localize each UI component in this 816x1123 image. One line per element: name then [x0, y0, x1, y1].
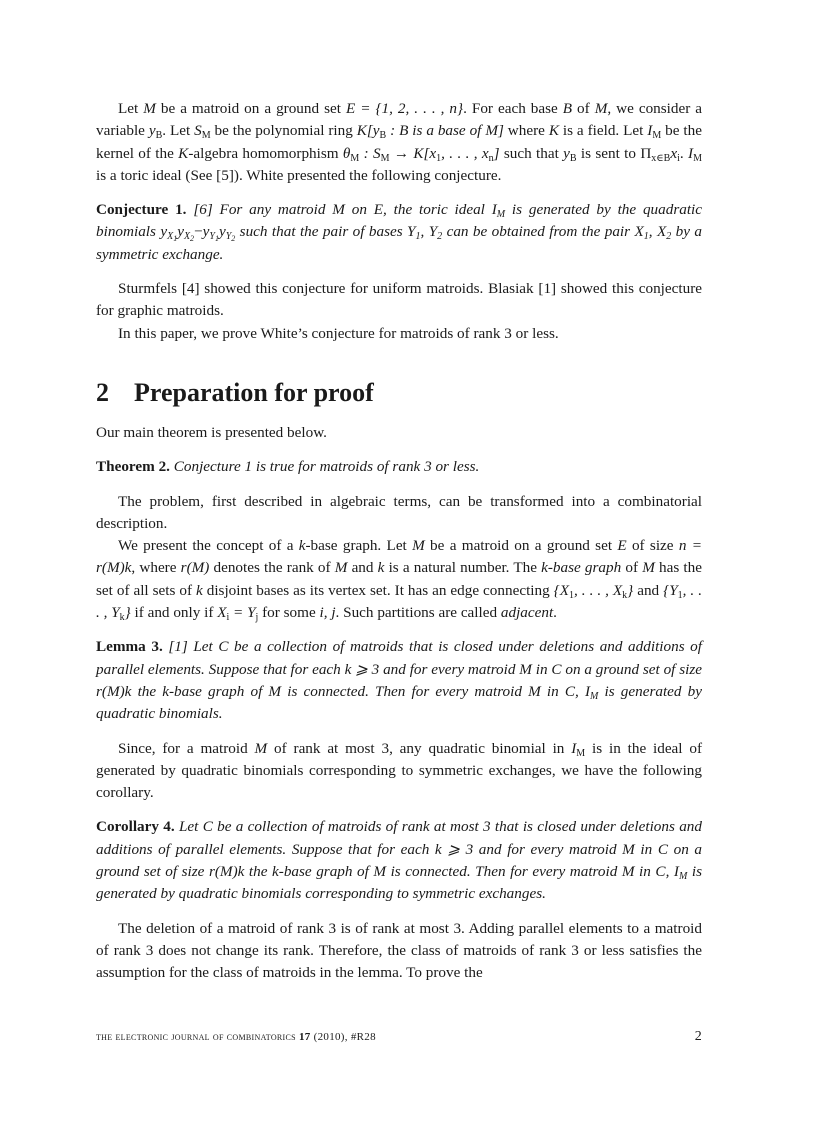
- math-sub: 1: [436, 152, 442, 164]
- text: denotes the rank of: [209, 559, 335, 577]
- math: r(M): [180, 559, 210, 577]
- math: M: [254, 739, 268, 757]
- text: , we consider a variable: [96, 100, 703, 140]
- text: on a ground set of size r(M)k the k-base graph of M is connected. Then for every matroid M in: [96, 660, 703, 700]
- math: Π: [640, 144, 652, 162]
- text: be a matroid on a ground set: [155, 100, 346, 117]
- journal-issue: (2010), #R28: [310, 1031, 376, 1043]
- math-sub: 1: [415, 231, 421, 243]
- math: C: [218, 638, 229, 656]
- text: is a field. Let: [558, 122, 648, 140]
- math: : S: [359, 144, 381, 162]
- text: such that: [499, 144, 564, 162]
- math: = Y: [229, 604, 256, 622]
- math-sub: k: [119, 612, 125, 624]
- math: M: [334, 559, 348, 577]
- text: and: [633, 581, 664, 599]
- math: , . . . , X: [574, 581, 623, 599]
- math: −: [194, 223, 203, 241]
- math-sub: M: [380, 152, 390, 164]
- math-subsub: 1: [173, 234, 178, 244]
- math-sub: M: [652, 130, 662, 142]
- math-sub: 2: [437, 231, 443, 243]
- text: Since, for a matroid: [118, 739, 255, 757]
- math-sub: 1: [643, 231, 649, 243]
- math-sub: 1: [569, 589, 575, 601]
- text: For any matroid M on E, the toric ideal I: [212, 201, 497, 219]
- math-sub: j: [255, 612, 259, 624]
- math: E = {1, 2, . . . , n}: [345, 100, 464, 117]
- math-sub: X: [183, 231, 191, 243]
- text: disjoint bases as its vertex set. It has an edge connecting: [202, 581, 554, 599]
- term: k-base graph: [541, 559, 622, 577]
- math: k: [377, 559, 385, 577]
- math-sub: B: [379, 130, 387, 142]
- math: k: [298, 537, 306, 555]
- math: S: [194, 122, 202, 140]
- math: X: [217, 604, 227, 622]
- paper-page: [96, 98, 702, 985]
- math: M: [412, 537, 425, 555]
- text: where: [503, 122, 549, 140]
- math: I: [571, 739, 577, 757]
- text: . For each base: [463, 100, 563, 117]
- problem-paragraph: The problem, first described in algebraic terms, can be transformed into a combinatorial description.: [96, 492, 702, 532]
- text: [1] Let: [168, 638, 219, 656]
- text: is a toric ideal (See [5]). White presented the following conjecture.: [96, 166, 502, 184]
- math: i, j: [319, 604, 336, 622]
- math-sub: k: [622, 589, 628, 601]
- text: for some: [258, 604, 320, 622]
- math-sub: X: [167, 231, 174, 243]
- math: {X: [553, 581, 570, 599]
- math-sub: M: [201, 130, 211, 142]
- math: I: [647, 122, 653, 140]
- since-paragraph: [96, 738, 702, 805]
- math-sub: 2: [666, 231, 672, 243]
- math-sub: M: [576, 747, 586, 759]
- math: θ: [342, 144, 351, 162]
- text: is in the ideal of generated by quadratic binomials corresponding to symmetric exchanges, we have the following corollary.: [96, 739, 702, 802]
- math: K: [548, 122, 559, 140]
- math-sub: n: [488, 152, 494, 164]
- text: can be obtained from the pair X: [442, 223, 644, 241]
- math: → K[x: [389, 144, 437, 162]
- section-heading: [96, 378, 702, 408]
- text: .: [679, 144, 689, 162]
- math: C: [202, 818, 213, 836]
- math-sub: i: [677, 152, 680, 164]
- lemma-heading: Lemma 3.: [96, 638, 163, 656]
- math: C: [657, 840, 668, 858]
- math-sub: B: [155, 130, 163, 142]
- math: n = r(M)k: [96, 537, 703, 577]
- text: if and only if: [130, 604, 218, 622]
- term: adjacent: [500, 604, 554, 622]
- text: , X: [648, 223, 667, 241]
- text: , I: [575, 682, 591, 700]
- math: }: [124, 604, 131, 622]
- text: of: [621, 559, 643, 577]
- math-subsub: 2: [231, 234, 236, 244]
- math-sub: Y: [209, 231, 215, 243]
- math-sub: M: [693, 152, 702, 164]
- theorem-heading: Theorem 2.: [96, 458, 170, 476]
- math-sub: M: [350, 152, 360, 164]
- text: of rank at most 3, any quadratic binomial in: [267, 739, 572, 757]
- text: is generated by quadratic binomials corresponding to symmetric exchanges.: [96, 863, 702, 903]
- conjecture-heading: Conjecture 1.: [96, 201, 187, 219]
- text: -algebra homomorphism: [188, 144, 343, 162]
- corollary-heading: Corollary 4.: [96, 818, 175, 836]
- math: I: [688, 144, 694, 162]
- text: We present the concept of a: [118, 537, 299, 555]
- text: is generated by quadratic binomials.: [96, 682, 702, 723]
- text: by a symmetric exchange.: [96, 223, 703, 263]
- math-sub: i: [226, 612, 230, 624]
- math: y: [563, 144, 570, 162]
- text: is a natural number. The: [384, 559, 542, 577]
- journal-volume: 17: [298, 1031, 311, 1043]
- math: ]: [493, 144, 500, 162]
- math: y: [148, 122, 156, 140]
- section-title: Preparation for proof: [134, 377, 374, 407]
- lemma-3: [96, 636, 702, 725]
- math: K[y: [356, 122, 380, 140]
- math: , . . . , x: [441, 144, 489, 162]
- math: y: [218, 223, 226, 241]
- sturmfels-paragraph: Sturmfels [4] showed this conjecture for uniform matroids. Blasiak [1] showed this conjecture for graphic matroids.: [96, 280, 702, 320]
- text: .: [553, 604, 557, 622]
- text: Let: [178, 818, 203, 836]
- math-subsub: 2: [190, 234, 195, 244]
- page-number: 2: [694, 1029, 702, 1044]
- math: y: [177, 223, 184, 241]
- math-sub: x∈B: [651, 152, 671, 164]
- math-sub: 1: [677, 589, 683, 601]
- page-footer: [96, 1030, 702, 1044]
- text: -base graph. Let: [305, 537, 413, 555]
- math-subsub: 1: [214, 234, 219, 244]
- math: B: [562, 100, 573, 117]
- citation: [6]: [193, 201, 213, 219]
- math-sub: M: [678, 871, 688, 883]
- math: M: [642, 559, 655, 577]
- math: M: [594, 100, 608, 117]
- kbase-paragraph: [96, 535, 702, 624]
- text: is generated by the quadratic binomials y: [96, 201, 703, 241]
- math-sub: Y: [225, 231, 232, 243]
- math-sub: B: [569, 152, 577, 164]
- text: of: [572, 100, 595, 117]
- conjecture-1: [96, 199, 702, 266]
- math: , . . . , Y: [96, 581, 702, 622]
- math: y: [202, 223, 210, 241]
- math: C: [655, 863, 666, 881]
- math: k: [196, 581, 203, 599]
- intro-paragraph: [96, 98, 702, 187]
- text: be the polynomial ring: [210, 122, 357, 140]
- deletion-paragraph: The deletion of a matroid of rank 3 is of rank at most 3. Adding parallel elements to a matroid of rank 3 does not change its rank. Therefore, the class of matroids of rank 3 or less satisfies the assumption for the class of matroids in the lemma. To prove the: [96, 919, 702, 982]
- text: be a matroid on a ground set: [424, 537, 618, 555]
- math: {Y: [663, 581, 678, 599]
- text: , Y: [420, 223, 438, 241]
- text: , where: [131, 559, 181, 577]
- main-theorem-intro: Our main theorem is presented below.: [96, 423, 327, 441]
- text: of size: [626, 537, 679, 555]
- theorem-2: [96, 456, 702, 478]
- text: has the set of all sets of: [96, 559, 702, 599]
- corollary-4: [96, 816, 702, 905]
- text: is sent to: [576, 144, 641, 162]
- text: , I: [665, 863, 679, 881]
- text: be a collection of matroids that is closed under deletions and additions of parallel elements. Suppose that for each k ⩾ 3 and for every matroid M in: [96, 638, 702, 678]
- text: on a ground set of size r(M)k the k-base graph of M is connected. Then for every matroid M in: [96, 840, 703, 881]
- math: E: [617, 537, 627, 555]
- text: and: [347, 559, 378, 577]
- text: . Such partitions are called: [335, 604, 501, 622]
- text: . Let: [162, 122, 195, 140]
- text: such that the pair of bases Y: [235, 223, 416, 241]
- theorem-body: Conjecture 1 is true for matroids of rank 3 or less.: [173, 458, 480, 476]
- math: : B is a base of M]: [386, 122, 504, 140]
- journal-name: the electronic journal of combinatorics: [96, 1031, 296, 1043]
- this-paper-paragraph: In this paper, we prove White’s conjecture for matroids of rank 3 or less.: [118, 324, 559, 342]
- section-number: 2: [96, 377, 109, 407]
- math: K: [178, 144, 189, 162]
- math: M: [143, 100, 156, 117]
- text: be a collection of matroids of rank at most 3 that is closed under deletions and additions of parallel elements. Suppose that for each k ⩾ 3 and for every matroid M in: [96, 818, 702, 858]
- math: C: [564, 682, 575, 700]
- math-sub: M: [590, 690, 599, 702]
- math-sub: M: [496, 209, 506, 221]
- math: x: [670, 144, 678, 162]
- text: be the kernel of the: [96, 122, 702, 162]
- math: }: [627, 581, 634, 599]
- math: C: [551, 660, 562, 678]
- text: Let: [118, 100, 144, 117]
